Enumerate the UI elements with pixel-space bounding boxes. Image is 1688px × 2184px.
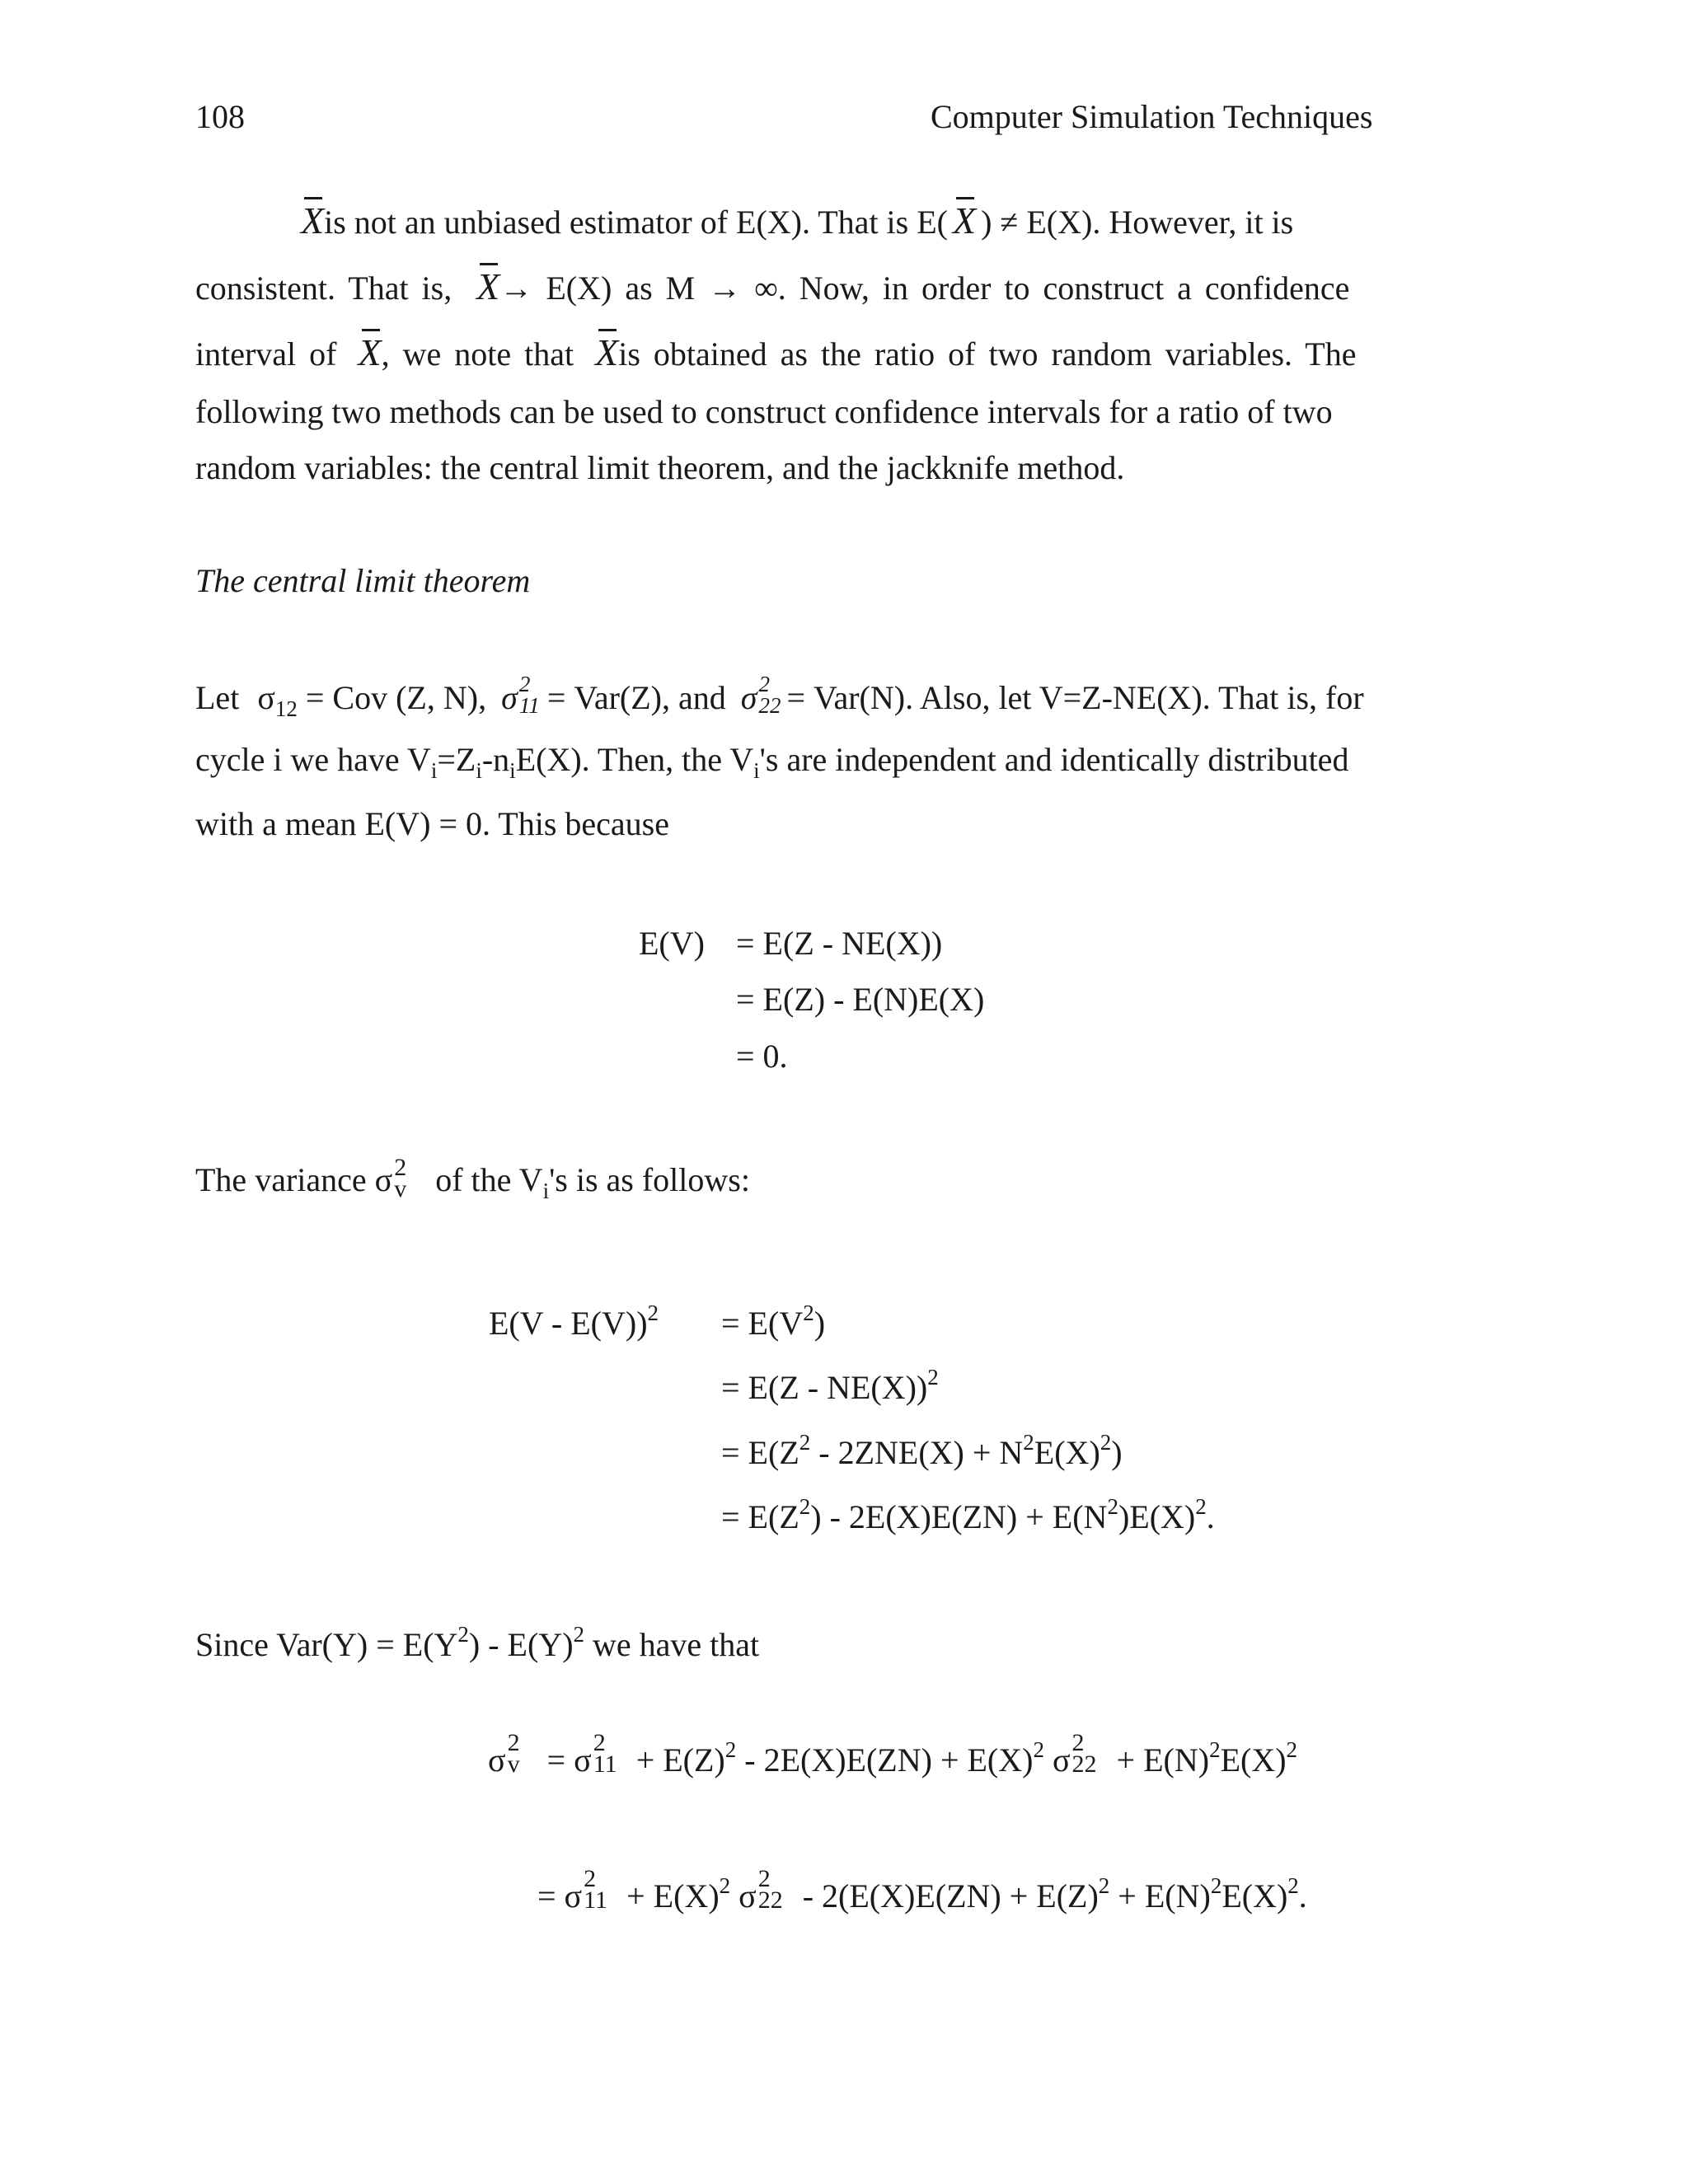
eq2-lhs: E(V - E(V))$^2$ <box>489 1301 659 1342</box>
para1-text-3c: is obtained as the ratio of two random variables. The <box>618 335 1357 373</box>
variance-line: The variance σ 2 v of the $V_i's$ is as follows: <box>195 1154 750 1203</box>
para2-line1 <box>195 672 1364 721</box>
para1-text-2a: consistent. That is, <box>195 269 452 307</box>
eq3-line2: = σ 2 11 + $E(X)^2$ σ 2 22 - $2(E(X)E(ZN) + E(Z)^2 + E(N)^2E(X)^2$. <box>537 1865 1307 1915</box>
eq2-row: = $E(V^2)$ <box>721 1301 826 1342</box>
para1-line4: following two methods can be used to construct confidence intervals for a ratio of two <box>195 393 1333 430</box>
para2-text-1c: = Var(Z), and <box>546 679 726 716</box>
para2-line2: cycle i we have $V_i=Z_i-n_iE(X)$. Then, the $V_i's$ are independent and identically distributed <box>195 741 1349 783</box>
sigma-11-squared: σ 2 11 <box>501 672 540 718</box>
section-heading: The central limit theorem <box>195 562 531 599</box>
x-bar: X <box>301 199 325 241</box>
para2-line3: with a mean E(V) = 0. This because <box>195 805 669 842</box>
eq1-row: = E(Z) - E(N)E(X) <box>736 981 985 1018</box>
para1-text-3a: interval of <box>195 335 337 373</box>
para2-text-1d: = Var(N). Also, let V=Z-NE(X). That is, for <box>786 679 1364 716</box>
since-line: Since $Var(Y) = E(Y^2) - E(Y)^2$ we have that <box>195 1622 760 1663</box>
para1-text-3b: , we note that <box>381 335 574 373</box>
eq3-line1: σ 2 v = σ 2 11 + $E(Z)^2 - 2E(X)E(ZN) + E(X)^2$ σ 2 22 + $E(N)^2E(X)^2$ <box>488 1729 1298 1779</box>
eq2-row: = $E(Z^2) - 2E(X)E(ZN) + E(N^2)E(X)^2$. <box>721 1494 1215 1535</box>
eq1-row: = 0. <box>736 1038 788 1075</box>
eq2-row: = E(Z - NE(X))$^2$ <box>721 1365 939 1406</box>
page-number: 108 <box>195 98 245 135</box>
para2-text-1b: = Cov (Z, N), <box>305 679 487 716</box>
para2-text-1a: Let <box>195 679 240 716</box>
eq2-row: = $E(Z^2 - 2ZNE(X) + N^2E(X)^2)$ <box>721 1430 1123 1471</box>
para1-text-2b: → E(X) as M → ∞. Now, in order to construct a confidence <box>499 269 1350 307</box>
running-title: Computer Simulation Techniques <box>931 98 1373 135</box>
para1-text-1b: ) ≠ E(X). However, it is <box>981 204 1294 241</box>
para1-line1 <box>301 199 1294 241</box>
x-bar: X <box>476 265 500 307</box>
para1-text-1: is not an unbiased estimator of E(X). That is E( <box>324 204 948 241</box>
eq1-lhs: E(V) <box>639 925 705 962</box>
para1-line3 <box>195 331 1357 373</box>
para1-line2 <box>195 265 1350 307</box>
x-bar: X <box>952 199 977 241</box>
sigma-12: $\sigma_{12}$ <box>257 679 298 721</box>
x-bar: X <box>595 331 619 373</box>
para1-line5: random variables: the central limit theorem, and the jackknife method. <box>195 449 1125 486</box>
sigma-22-squared: σ 2 22 <box>740 672 781 718</box>
x-bar: X <box>358 331 382 373</box>
eq1-row: = E(Z - NE(X)) <box>736 925 943 962</box>
